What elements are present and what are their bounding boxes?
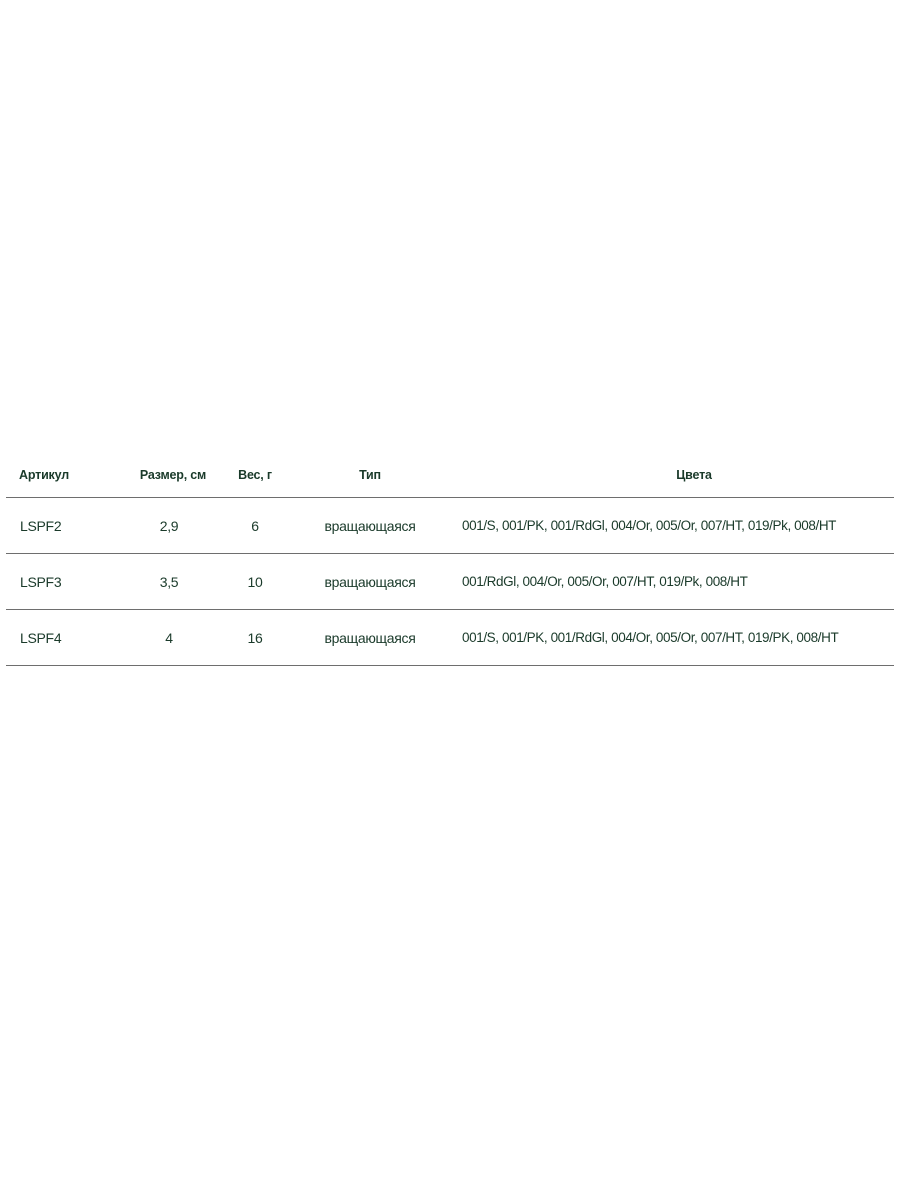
header-type: Тип: [359, 467, 381, 482]
cell-weight: 16: [247, 629, 263, 646]
cell-colors: 001/S, 001/PK, 001/RdGl, 004/Or, 005/Or, 007/HT, 019/Pk, 008/HT: [462, 518, 837, 533]
cell-type: вращающаяся: [324, 517, 416, 534]
header-weight: Вес, г: [238, 467, 272, 482]
spec-table: [6, 452, 894, 666]
table-row: [6, 554, 894, 610]
table-row: [6, 498, 894, 554]
cell-type: вращающаяся: [324, 629, 416, 646]
cell-article: LSPF2: [20, 517, 62, 534]
cell-size: 4: [165, 629, 173, 646]
cell-article: LSPF3: [20, 573, 62, 590]
cell-weight: 10: [247, 573, 263, 590]
cell-size: 3,5: [159, 573, 179, 590]
table-row: [6, 610, 894, 666]
header-colors: Цвета: [676, 467, 712, 482]
header-article: Артикул: [19, 467, 69, 482]
cell-article: LSPF4: [20, 629, 62, 646]
cell-colors: 001/RdGl, 004/Or, 005/Or, 007/HT, 019/Pk, 008/HT: [462, 574, 748, 589]
cell-size: 2,9: [159, 517, 179, 534]
header-size: Размер, см: [139, 467, 207, 482]
cell-type: вращающаяся: [324, 573, 416, 590]
cell-colors: 001/S, 001/PK, 001/RdGl, 004/Or, 005/Or, 007/HT, 019/PK, 008/HT: [462, 630, 839, 645]
table-header-row: [6, 452, 894, 498]
cell-weight: 6: [251, 517, 259, 534]
